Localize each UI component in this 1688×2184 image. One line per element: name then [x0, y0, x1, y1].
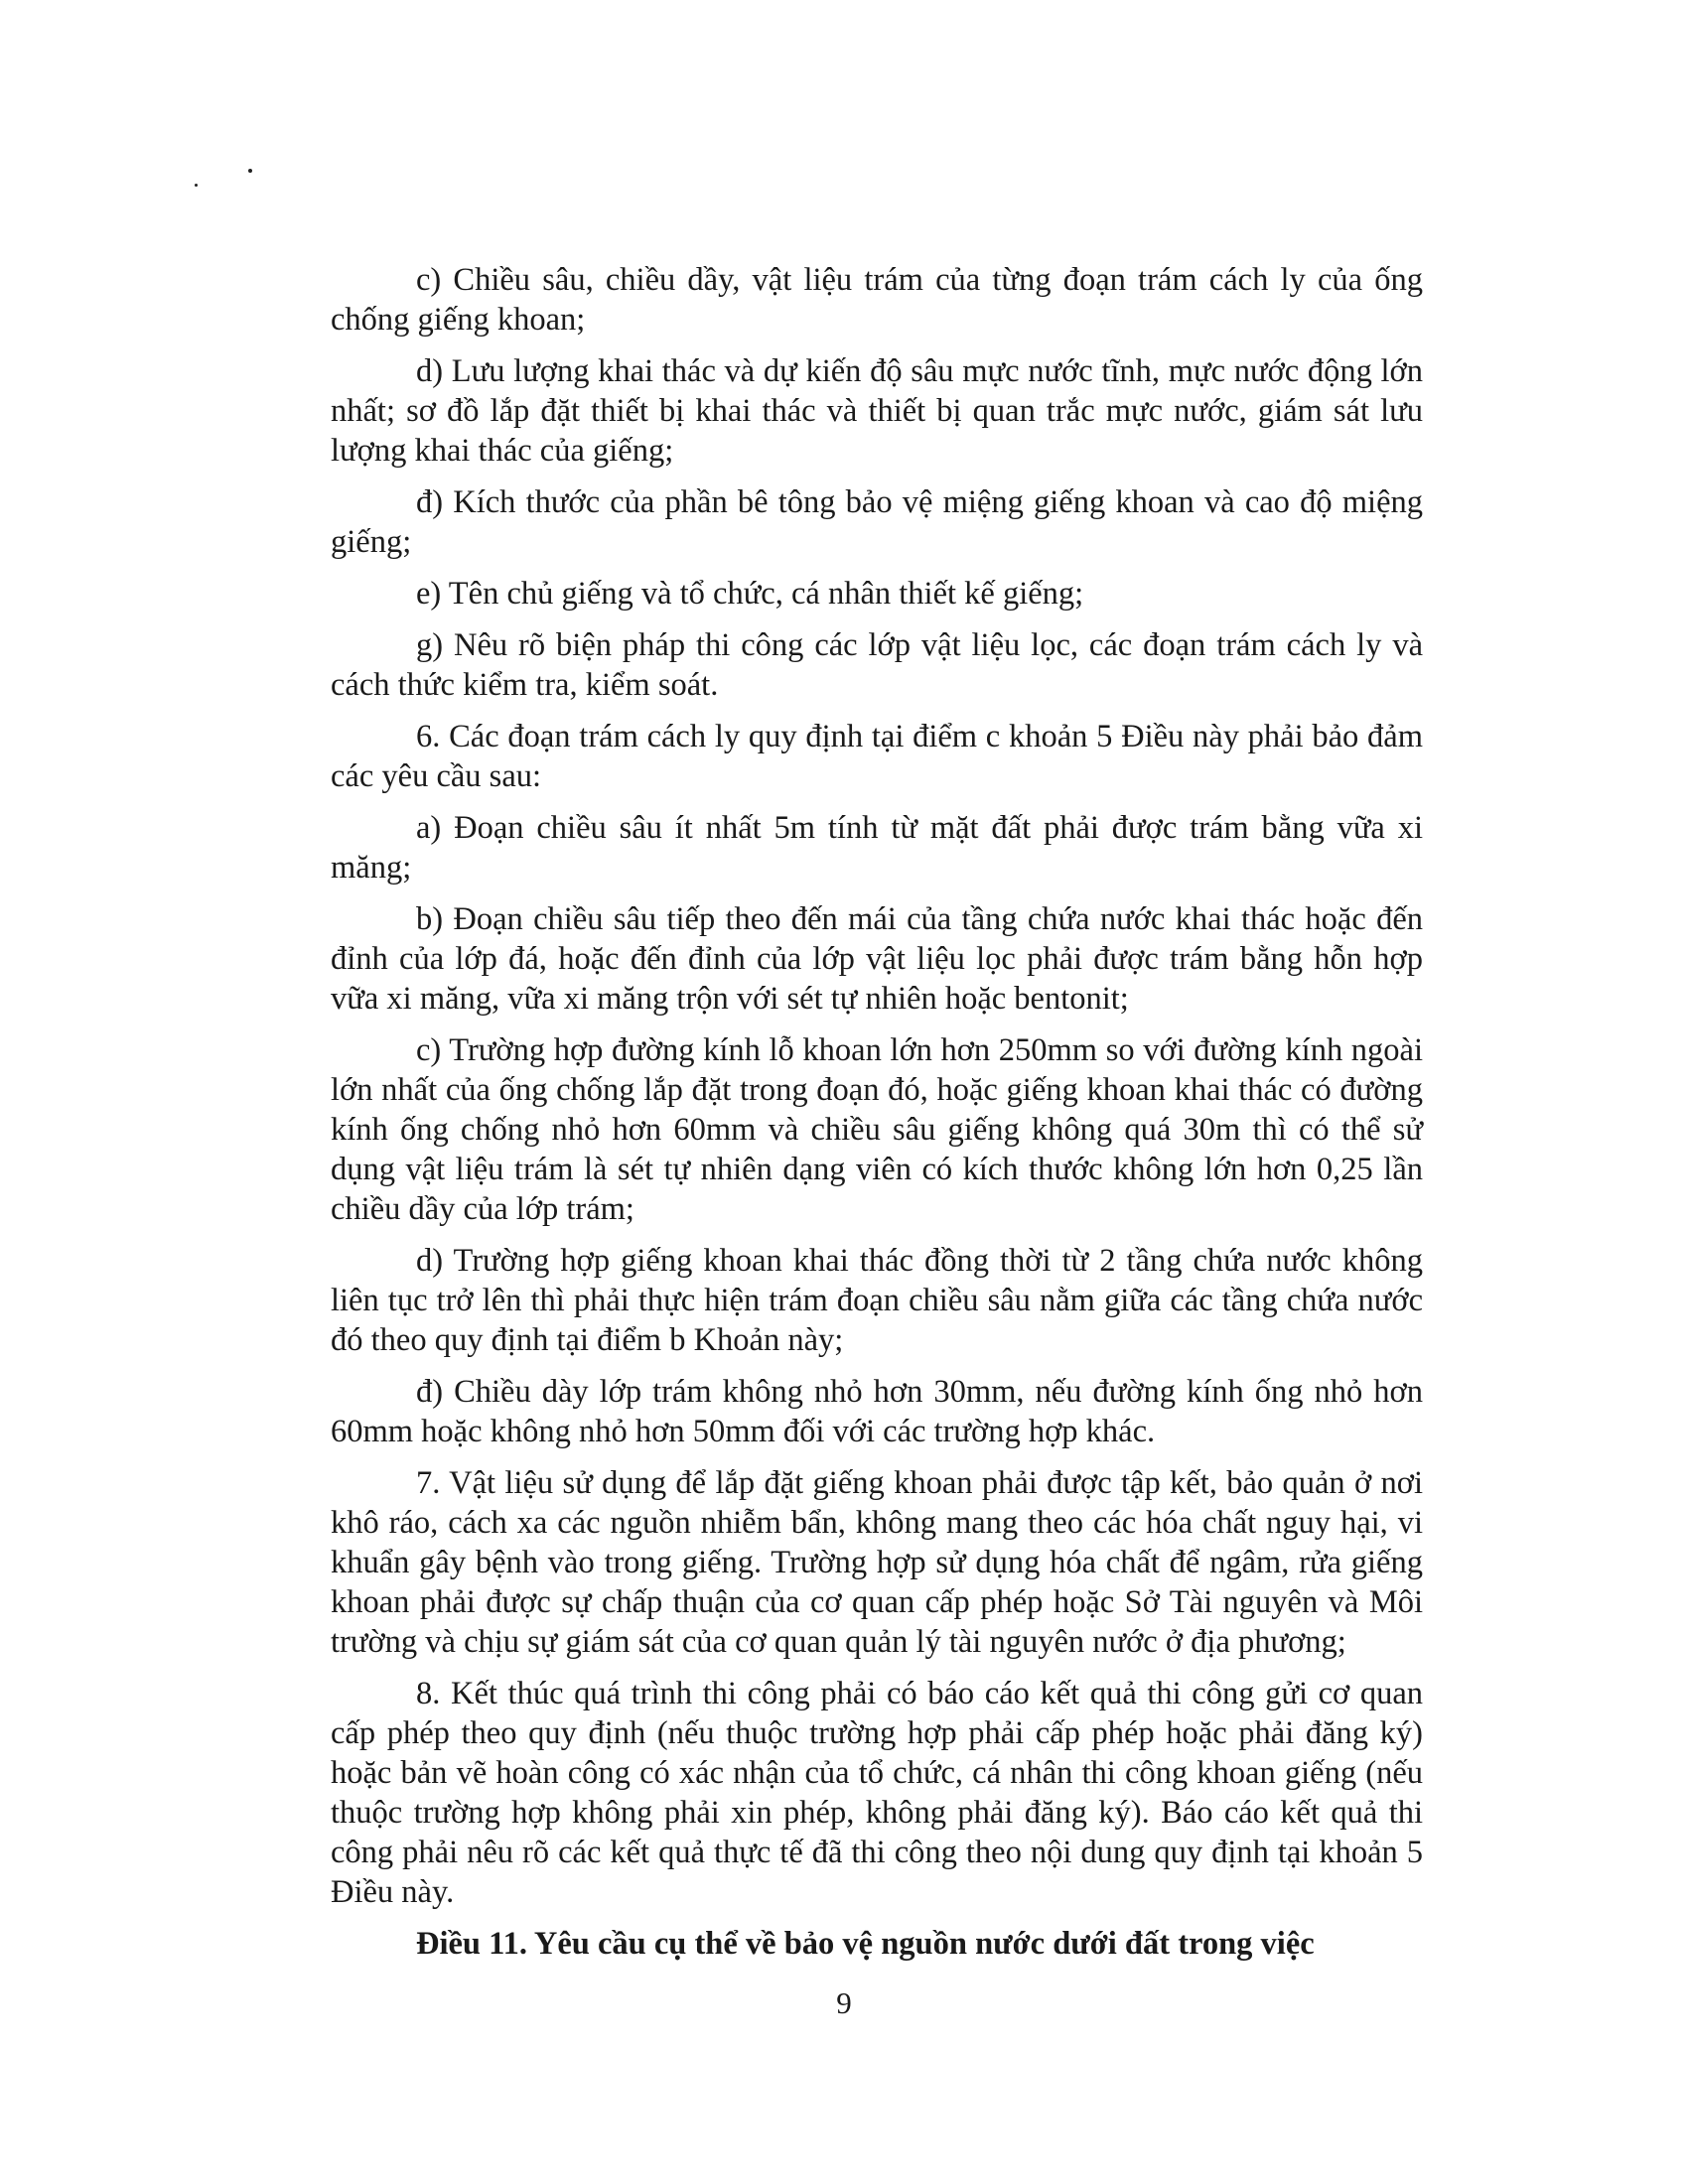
paragraph-6a: a) Đoạn chiều sâu ít nhất 5m tính từ mặt đất phải được trám bằng vữa xi măng;: [331, 810, 1423, 886]
paragraph-5e: e) Tên chủ giếng và tổ chức, cá nhân thiết kế giếng;: [416, 576, 1084, 612]
paragraph-5d: d) Lưu lượng khai thác và dự kiến độ sâu mực nước tĩnh, mực nước động lớn nhất; sơ đồ lắp đặt thiết bị khai thác và thiết bị quan trắc mực nước, giám sát lưu lượng khai thác của giếng;: [331, 353, 1423, 469]
document-body: [331, 260, 1423, 1976]
paragraph-5dd: đ) Kích thước của phần bê tông bảo vệ miệng giếng khoan và cao độ miệng giếng;: [331, 484, 1423, 560]
paragraph-6b: b) Đoạn chiều sâu tiếp theo đến mái của tầng chứa nước khai thác hoặc đến đỉnh của lớp đá, hoặc đến đỉnh của lớp vật liệu lọc phải được trám bằng hỗn hợp vữa xi măng, vữa xi măng trộn với sét tự nhiên hoặc bentonit;: [331, 901, 1423, 1017]
page-number: 9: [836, 1985, 852, 2020]
article-11-heading: Điều 11. Yêu cầu cụ thể về bảo vệ nguồn nước dưới đất trong việc: [416, 1926, 1315, 1962]
scan-speck: [248, 169, 252, 173]
paragraph-6c: c) Trường hợp đường kính lỗ khoan lớn hơn 250mm so với đường kính ngoài lớn nhất của ống chống lắp đặt trong đoạn đó, hoặc giếng khoan khai thác có đường kính ống chống nhỏ hơn 60mm và chiều sâu giếng không quá 30m thì có thể sử dụng vật liệu trám là sét tự nhiên dạng viên có kích thước không lớn hơn 0,25 lần chiều dầy của lớp trám;: [331, 1032, 1423, 1227]
paragraph-5g: g) Nêu rõ biện pháp thi công các lớp vật liệu lọc, các đoạn trám cách ly và cách thức kiểm tra, kiểm soát.: [331, 627, 1423, 703]
scan-speck: [195, 184, 198, 187]
paragraph-clause-6: 6. Các đoạn trám cách ly quy định tại điểm c khoản 5 Điều này phải bảo đảm các yêu cầu sau:: [331, 719, 1423, 794]
paragraph-6d: d) Trường hợp giếng khoan khai thác đồng thời từ 2 tầng chứa nước không liên tục trở lên thì phải thực hiện trám đoạn chiều sâu nằm giữa các tầng chứa nước đó theo quy định tại điểm b Khoản này;: [331, 1243, 1423, 1358]
paragraph-clause-8: 8. Kết thúc quá trình thi công phải có báo cáo kết quả thi công gửi cơ quan cấp phép theo quy định (nếu thuộc trường hợp phải cấp phép hoặc phải đăng ký) hoặc bản vẽ hoàn công có xác nhận của tổ chức, cá nhân thi công khoan giếng (nếu thuộc trường hợp không phải xin phép, không phải đăng ký). Báo cáo kết quả thi công phải nêu rõ các kết quả thực tế đã thi công theo nội dung quy định tại khoản 5 Điều này.: [331, 1676, 1423, 1910]
paragraph-clause-7: 7. Vật liệu sử dụng để lắp đặt giếng khoan phải được tập kết, bảo quản ở nơi khô ráo, cách xa các nguồn nhiễm bẩn, không mang theo các hóa chất nguy hại, vi khuẩn gây bệnh vào trong giếng. Trường hợp sử dụng hóa chất để ngâm, rửa giếng khoan phải được sự chấp thuận của cơ quan cấp phép hoặc Sở Tài nguyên và Môi trường và chịu sự giám sát của cơ quan quản lý tài nguyên nước ở địa phương;: [331, 1465, 1423, 1660]
paragraph-6dd: đ) Chiều dày lớp trám không nhỏ hơn 30mm, nếu đường kính ống nhỏ hơn 60mm hoặc không nhỏ hơn 50mm đối với các trường hợp khác.: [331, 1374, 1423, 1449]
paragraph-5c: c) Chiều sâu, chiều dầy, vật liệu trám của từng đoạn trám cách ly của ống chống giếng khoan;: [331, 262, 1423, 338]
